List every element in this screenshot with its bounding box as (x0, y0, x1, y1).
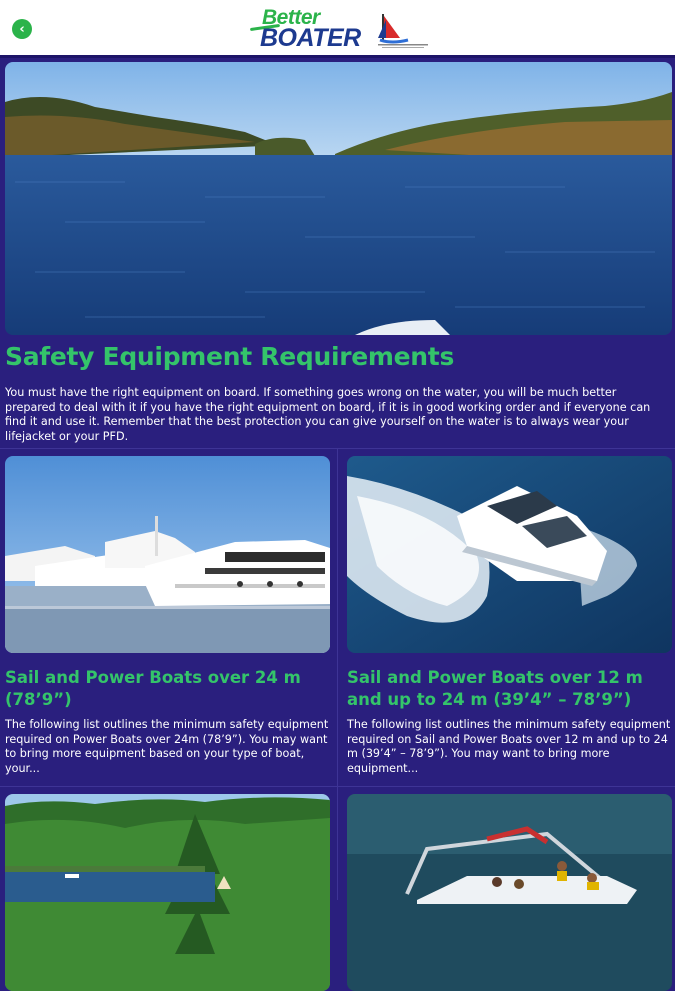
forested-lake-image (5, 794, 330, 991)
better-boater-logo (250, 6, 361, 52)
intro-text: You must have the right equipment on board. If something goes wrong on the water, you will be much better prepared to deal with it if you have the right equipment on board, if it is in good working order and if everyone can find it and use it. Remember that the best protection you can give yourself on the water is to always wear your lifejacket or your PFD. (5, 386, 651, 443)
app-header (0, 0, 675, 58)
docked-yachts-image (5, 456, 330, 653)
page-title: Safety Equipment Requirements (5, 342, 455, 371)
card-image-wakeboard-boat[interactable] (347, 794, 672, 991)
chevron-left-icon: ‹ (19, 21, 25, 37)
motor-yacht-cruising-image (347, 456, 672, 653)
logo-text-better: Better (262, 6, 320, 29)
card-title-boats-12-to-24m[interactable]: Sail and Power Boats over 12 m and up to 24 m (39’4” – 78’9”) (347, 668, 643, 709)
card-image-boats-12-to-24m[interactable] (347, 456, 672, 653)
partner-logo-icon (378, 14, 428, 50)
card-image-forested-lake[interactable] (5, 794, 330, 991)
hero-image (5, 62, 672, 335)
back-button[interactable] (12, 19, 32, 39)
lake-scene-image (5, 62, 672, 335)
card-image-boats-over-24m[interactable] (5, 456, 330, 653)
logo-text-boater: BOATER (260, 24, 361, 52)
column-divider (337, 448, 338, 786)
wakeboard-boat-image (347, 794, 672, 991)
card-description-boats-over-24m: The following list outlines the minimum safety equipment required on Power Boats over 24m (78’9”). You may want to bring more equipment based on your type of boat, your... (5, 718, 329, 775)
column-divider (337, 786, 338, 900)
card-title-boats-over-24m[interactable]: Sail and Power Boats over 24 m (78’9”) (5, 668, 301, 709)
card-description-boats-12-to-24m: The following list outlines the minimum safety equipment required on Sail and Power Boats over 12 m and up to 24 m (39’4” – 78’9”). You may want to bring more equipment... (347, 718, 671, 775)
